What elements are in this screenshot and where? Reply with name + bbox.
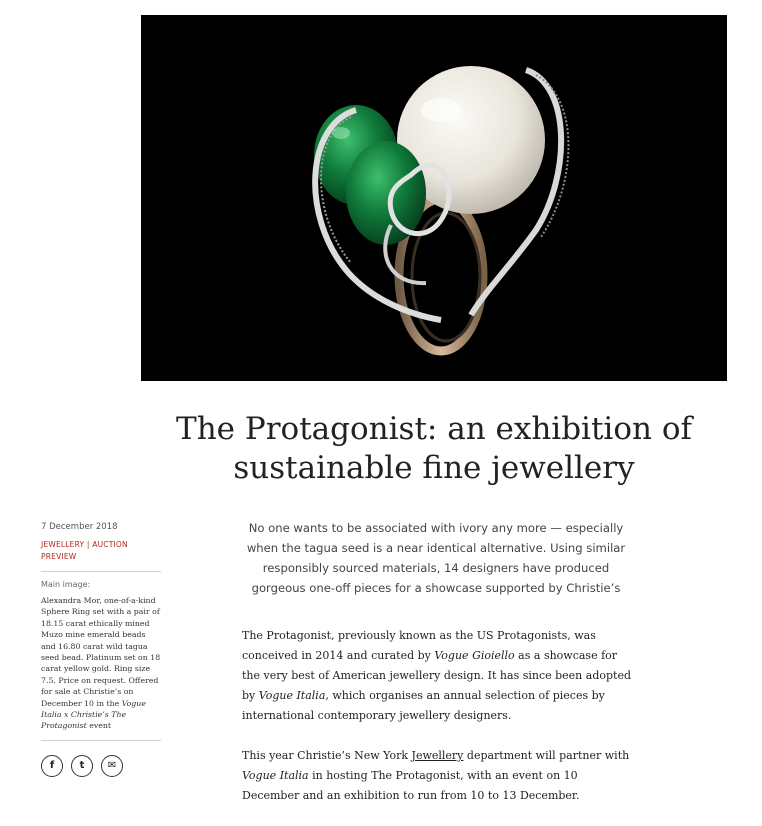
- article-lead: No one wants to be associated with ivory any more — especially when the tagua seed is a near identical alternative. Using similar responsibly sourced materials, 14 designers have produced gorgeous one-off pieces for a showcase supported by Christie’s: [246, 521, 626, 595]
- paragraph-1: [242, 626, 637, 726]
- twitter-icon: t: [79, 760, 85, 772]
- hero-image: [141, 15, 727, 381]
- category-separator: |: [84, 540, 93, 549]
- image-caption: [41, 595, 161, 732]
- category-auction-label: AUCTION: [92, 540, 128, 549]
- twitter-share-button[interactable]: [71, 755, 93, 777]
- divider: [41, 571, 161, 572]
- p1-text-c: which organises an annual selection of pieces by international contemporary jewellery designers.: [242, 689, 605, 722]
- facebook-icon: f: [49, 760, 55, 772]
- p1-italic-2: Vogue Italia,: [258, 689, 329, 702]
- email-share-button[interactable]: [101, 755, 123, 777]
- caption-text-end: event: [86, 721, 112, 731]
- jewellery-department-link[interactable]: Jewellery: [411, 749, 464, 762]
- caption-text-italic: Vogue Italia x Christie’s The Protagonist: [41, 698, 146, 731]
- mail-icon: ✉: [107, 760, 117, 772]
- p2-text-c: in hosting The Protagonist, with an event on 10 December and an exhibition to run from 10 to 13 December.: [242, 769, 580, 802]
- category-preview-label: PREVIEW: [41, 552, 77, 561]
- p1-text-b: as a showcase for the very best of American jewellery design. It has since been adopted by: [242, 649, 632, 702]
- paragraph-2: [242, 746, 637, 806]
- publish-date: 7 December 2018: [41, 522, 118, 532]
- title-line-2: sustainable fine jewellery: [233, 450, 635, 486]
- page-title: [141, 410, 727, 488]
- share-buttons: [41, 755, 161, 777]
- p1-text-a: The Protagonist, previously known as the US Protagonists, was conceived in 2014 and curated by: [242, 629, 596, 662]
- emerald-bead: [346, 141, 426, 245]
- facebook-share-button[interactable]: [41, 755, 63, 777]
- caption-text-main: Alexandra Mor, one-of-a-kind Sphere Ring set with a pair of 18.15 carat ethically mined Muzo mine emerald beads and 16.80 carat wild tagua seed bead. Platinum set on 18 carat yellow gold. Ring size 7.5. Price on request. Offered for sale at Christie’s on December 10 in the: [41, 596, 161, 708]
- title-line-1: The Protagonist: an exhibition of: [176, 411, 692, 447]
- p2-text-a: This year Christie’s New York: [242, 749, 412, 762]
- article-sidebar: [41, 522, 161, 777]
- p2-italic: Vogue Italia: [242, 769, 309, 782]
- category-jewellery-link[interactable]: JEWELLERY: [41, 540, 85, 549]
- ring-illustration: [141, 15, 727, 381]
- divider: [41, 740, 161, 741]
- p1-italic-1: Vogue Gioiello: [434, 649, 515, 662]
- caption-label: Main image:: [41, 580, 91, 589]
- category-links: [41, 539, 161, 563]
- article-body: [242, 626, 637, 826]
- p2-text-b: department will partner with: [463, 749, 630, 762]
